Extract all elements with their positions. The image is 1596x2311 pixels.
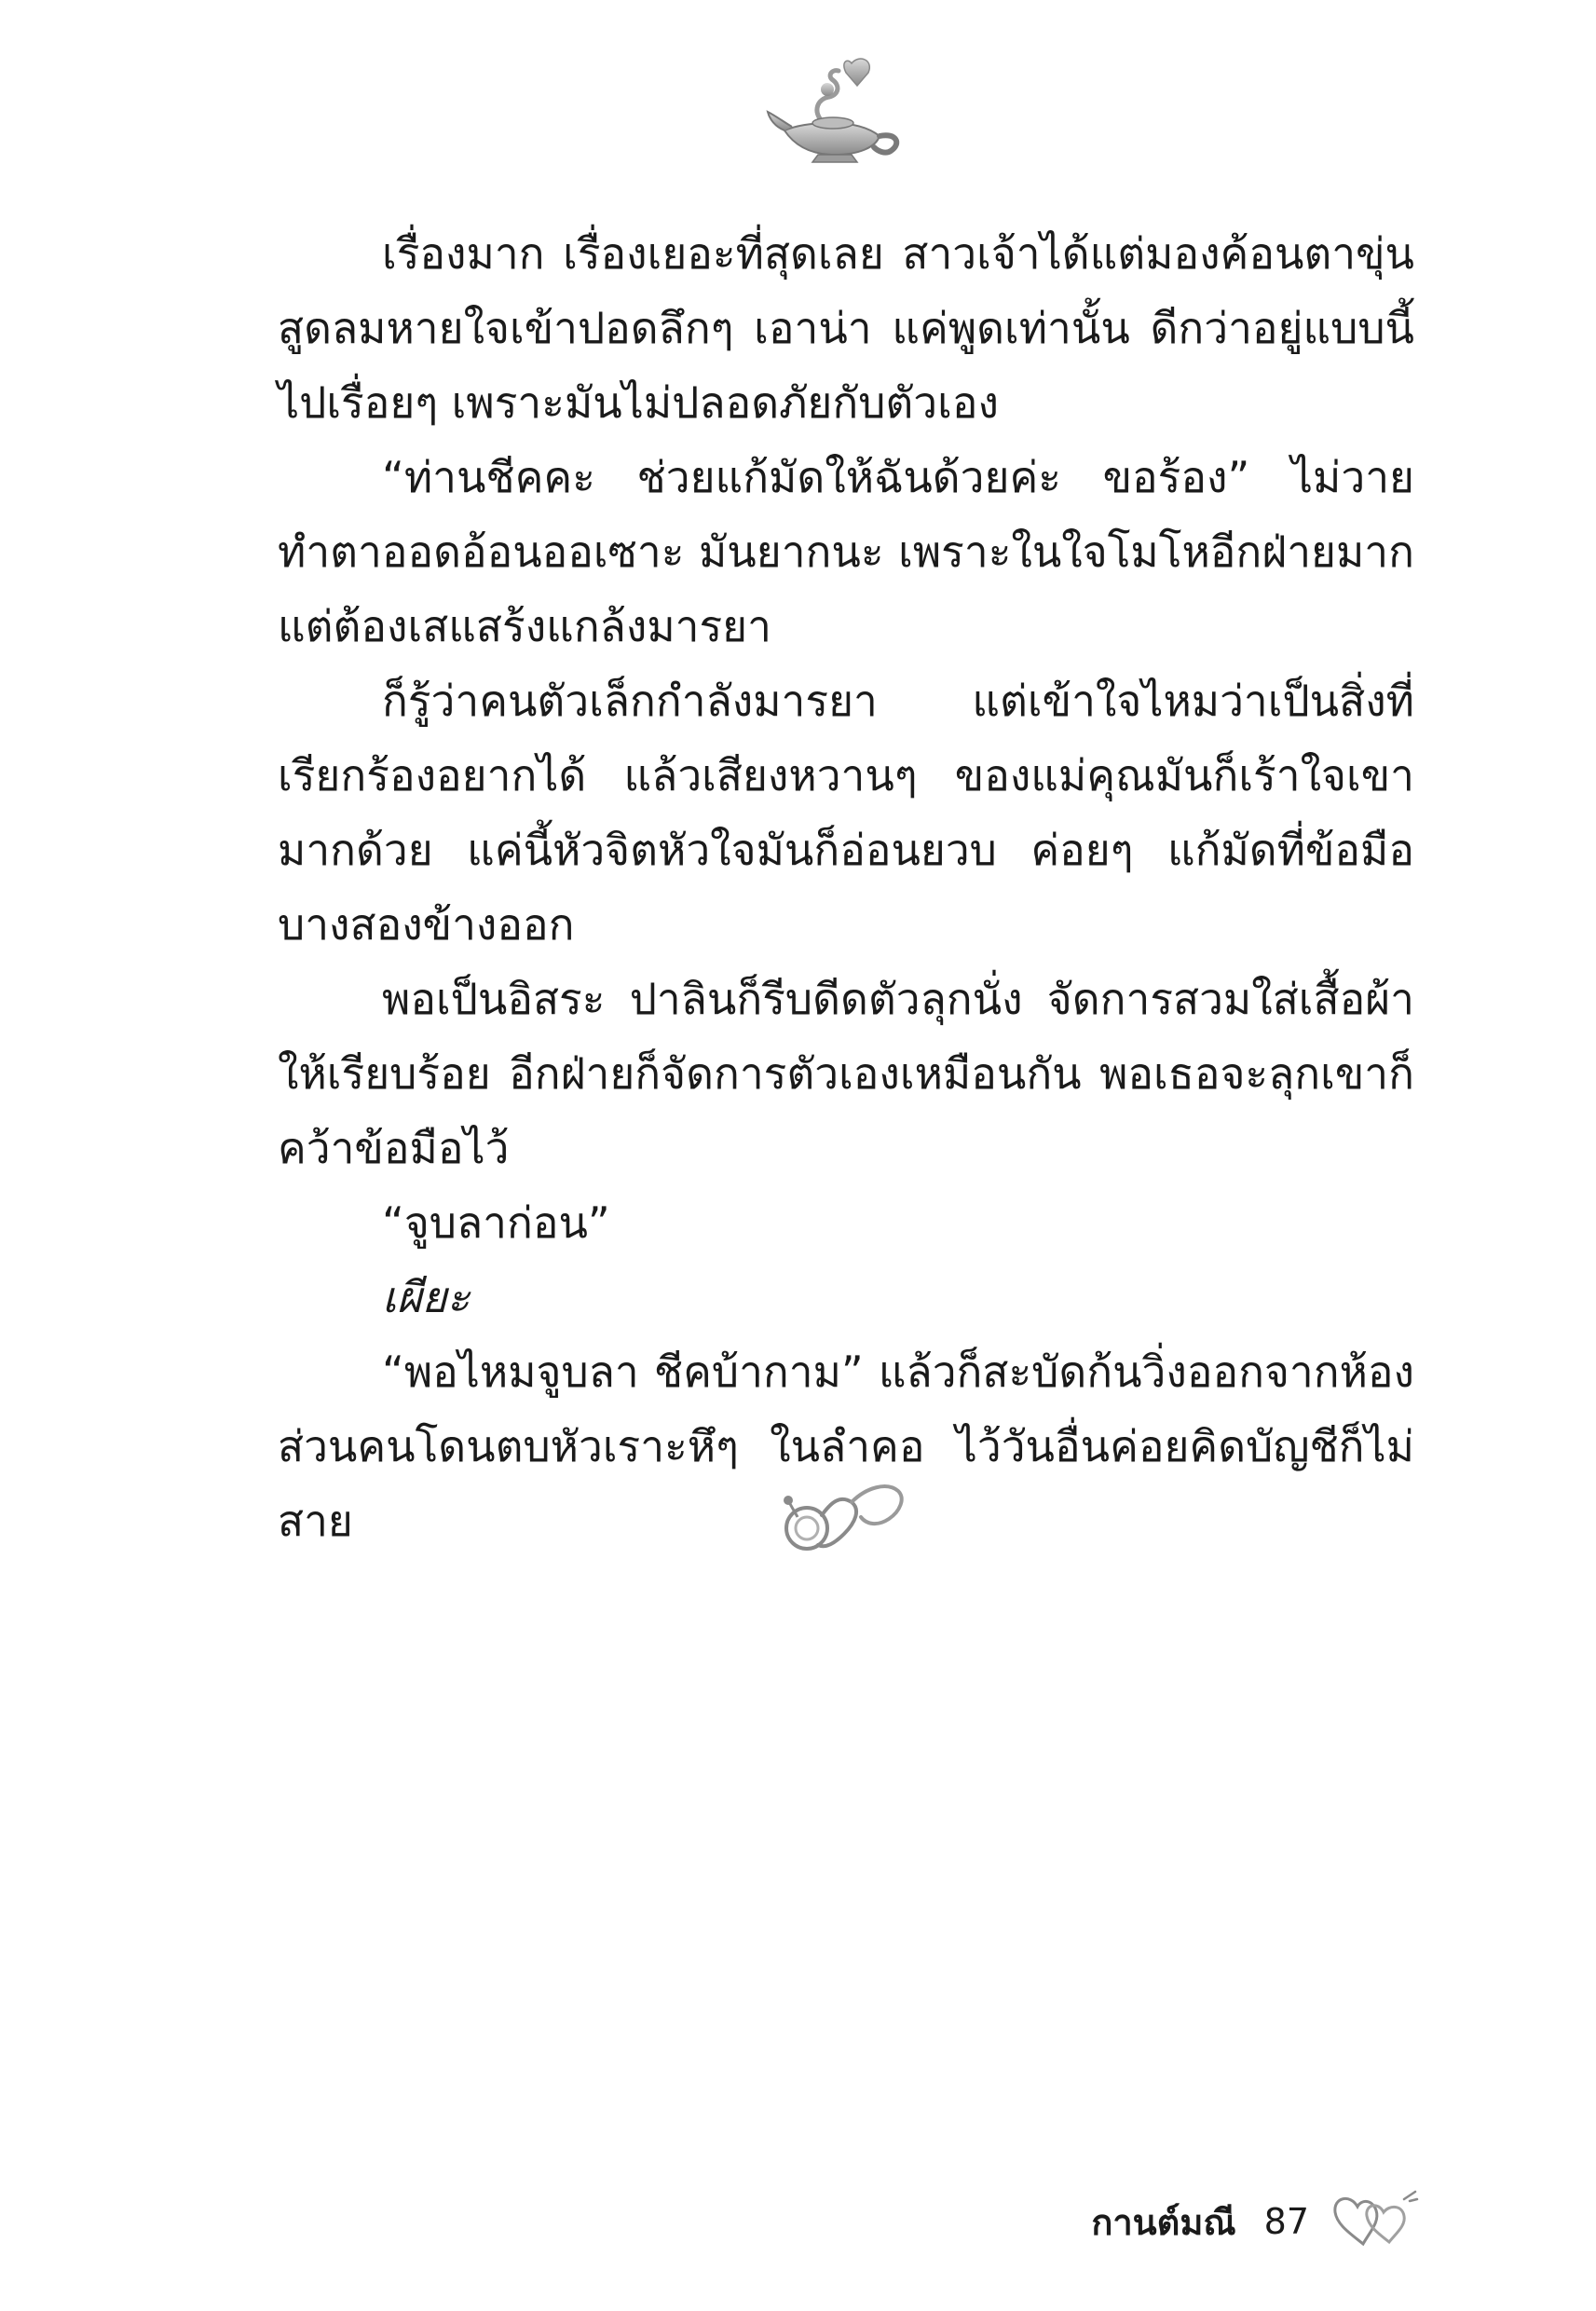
paragraph-5: “จูบลาก่อน”	[382, 1197, 610, 1248]
paragraph-3: ก็รู้ว่าคนตัวเล็กกำลังมารยา แต่เข้าใจไหมว่าเป็นสิ่งที่เรียกร้องอยากได้ แล้วเสียงหวานๆ ของแม่คุณมันก็เร้าใจเขามากด้วย แค่นี้หัวจิตหัวใจมันก็อ่อนยวบ ค่อยๆ แก้มัดที่ข้อมือบางสองข้างออก	[278, 676, 1414, 950]
page-footer	[1091, 2188, 1419, 2255]
paragraph-4: พอเป็นอิสระ ปาลินก็รีบดีดตัวลุกนั่ง จัดการสวมใส่เสื้อผ้าให้เรียบร้อย อีกฝ่ายก็จัดการตัวเองเหมือนกัน พอเธอจะลุกเขาก็คว้าข้อมือไว้	[278, 974, 1414, 1173]
hearts-icon	[1330, 2188, 1419, 2255]
book-title: กานต์มณี	[1091, 2201, 1236, 2243]
genie-lamp-icon	[766, 54, 906, 166]
stethoscope-icon	[770, 1474, 909, 1560]
paragraph-7: “พอไหมจูบลา ชีคบ้ากาม” แล้วก็สะบัดก้นวิ่งออกจากห้อง ส่วนคนโดนตบหัวเราะหึๆ ในลำคอ ไว้วันอื่นค่อยคิดบัญชีก็ไม่สาย	[278, 1347, 1414, 1546]
chapter-text	[278, 216, 1414, 1558]
paragraph-1: เรื่องมาก เรื่องเยอะที่สุดเลย สาวเจ้าได้แต่มองค้อนตาขุ่น สูดลมหายใจเข้าปอดลึกๆ เอาน่า แค่พูดเท่านั้น ดีกว่าอยู่แบบนี้ไปเรื่อยๆ เพราะมันไม่ปลอดภัยกับตัวเอง	[278, 228, 1414, 428]
paragraph-2: “ท่านชีคคะ ช่วยแก้มัดให้ฉันด้วยค่ะ ขอร้อง” ไม่วายทำตาออดอ้อนออเซาะ มันยากนะ เพราะในใจโมโหอีกฝ่ายมาก แต่ต้องเสแสร้งแกล้งมารยา	[278, 452, 1414, 651]
page-number: 87	[1263, 2201, 1309, 2242]
paragraph-6-sound: เผียะ	[382, 1272, 471, 1322]
